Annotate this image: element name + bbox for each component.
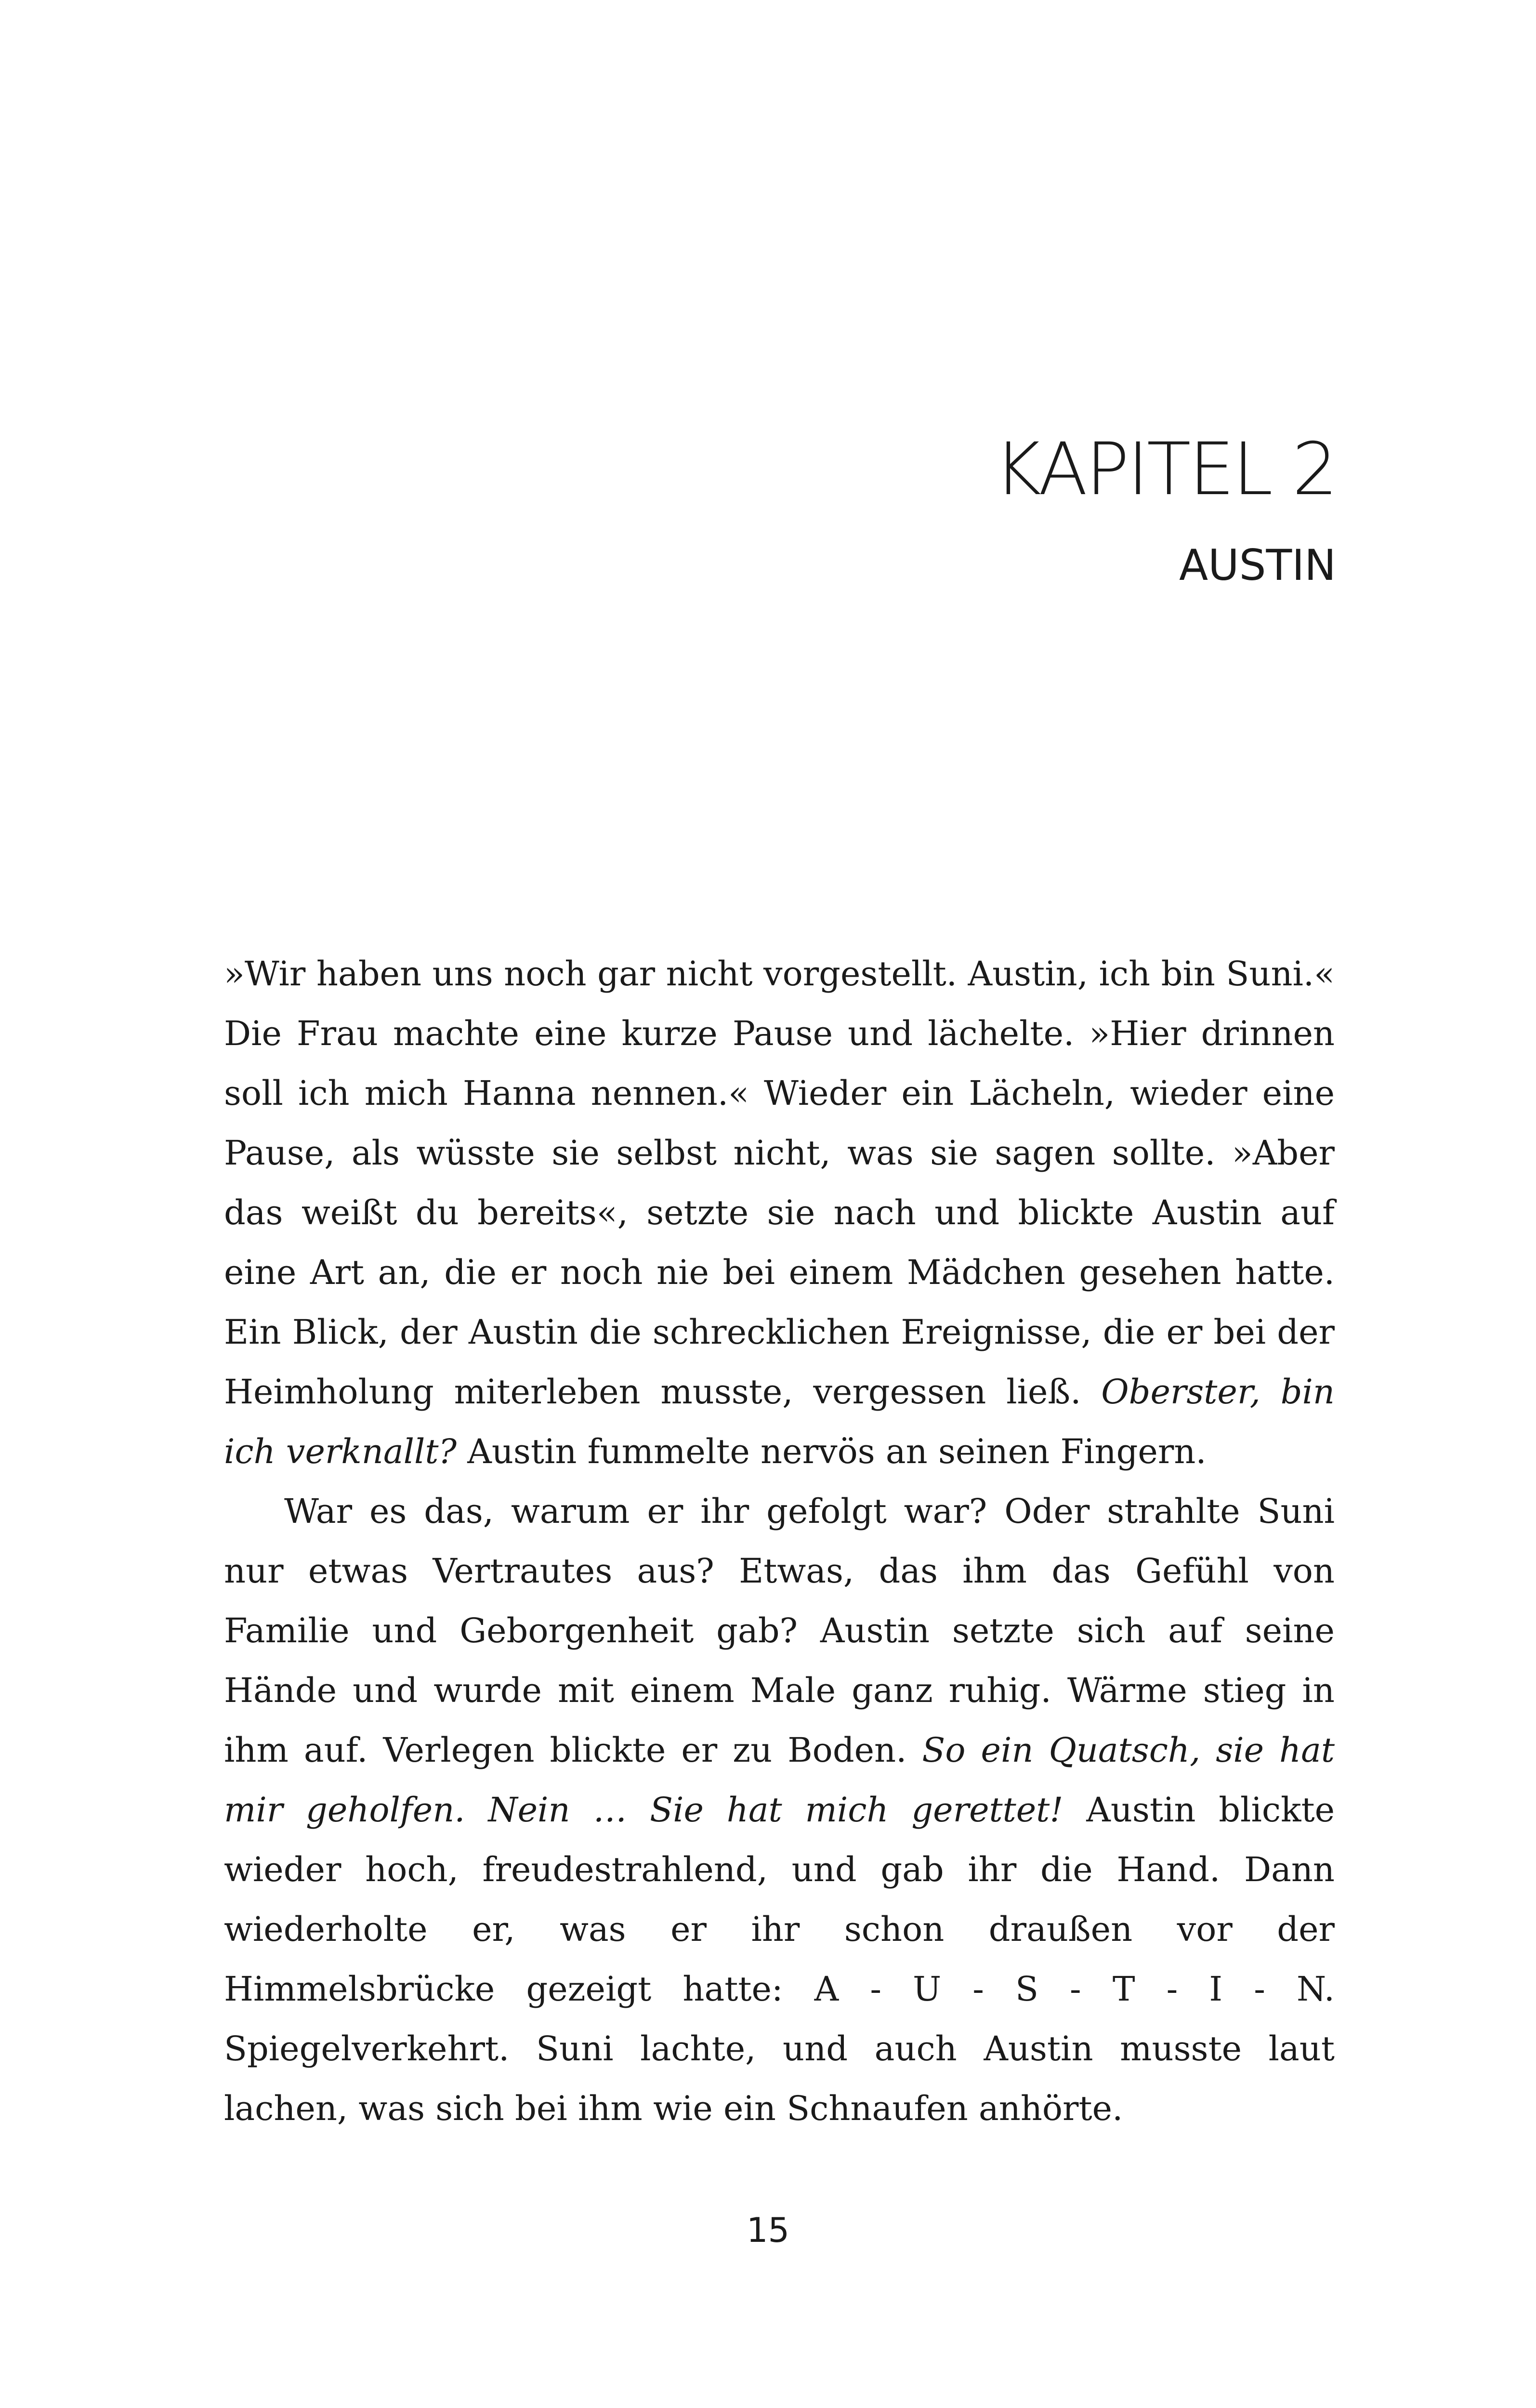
text-segment: »Wir haben uns noch gar nicht vorgestellt. Austin, ich bin Suni.« Die Frau machte eine kurze Pause und lächelte. »Hier drinnen soll ich mich Hanna nennen.« Wieder ein Lächeln, wieder eine Pause, als wüsste sie selbst nicht, was sie sagen sollte. »Aber das weißt du bereits«, setzte sie nach und blickte Austin auf eine Art an, die er noch nie bei einem Mädchen gesehen hatte. Ein Blick, der Austin die schrecklichen Ereignisse, die er bei der Heimholung miterleben musste, vergessen ließ. xyxy=(224,954,1335,1412)
text-segment: Austin blickte wieder hoch, freudestrahlend, und gab ihr die Hand. Dann wiederholte er, was er ihr schon draußen vor der Himmelsbrücke gezeigt hatte: A - U - S - T - I - N. Spiegelverkehrt. Suni lachte, und auch Austin musste laut lachen, was sich bei ihm wie ein Schnaufen anhörte. xyxy=(224,1790,1335,2128)
page-number: 15 xyxy=(746,2211,790,2250)
paragraph-1 xyxy=(224,944,1335,1481)
chapter-subtitle: AUSTIN xyxy=(1179,540,1336,590)
paragraph-2 xyxy=(224,1481,1335,2138)
italic-thought: Oberster, bin ich verknallt? xyxy=(224,1372,1335,1471)
chapter-heading xyxy=(994,428,1336,590)
chapter-title: KAPITEL 2 xyxy=(994,428,1336,511)
body-text xyxy=(224,944,1335,2138)
text-segment: Austin fummelte nervös an seinen Fingern. xyxy=(457,1432,1207,1471)
italic-thought: So ein Quatsch, sie hat mir geholfen. Nein … Sie hat mich gerettet! xyxy=(224,1730,1335,1830)
text-segment: War es das, warum er ihr gefolgt war? Oder strahlte Suni nur etwas Vertrautes aus? Etwas, das ihm das Gefühl von Familie und Geborgenheit gab? Austin setzte sich auf seine Hände und wurde mit einem Male ganz ruhig. Wärme stieg in ihm auf. Verlegen blickte er zu Boden. xyxy=(224,1492,1335,1770)
